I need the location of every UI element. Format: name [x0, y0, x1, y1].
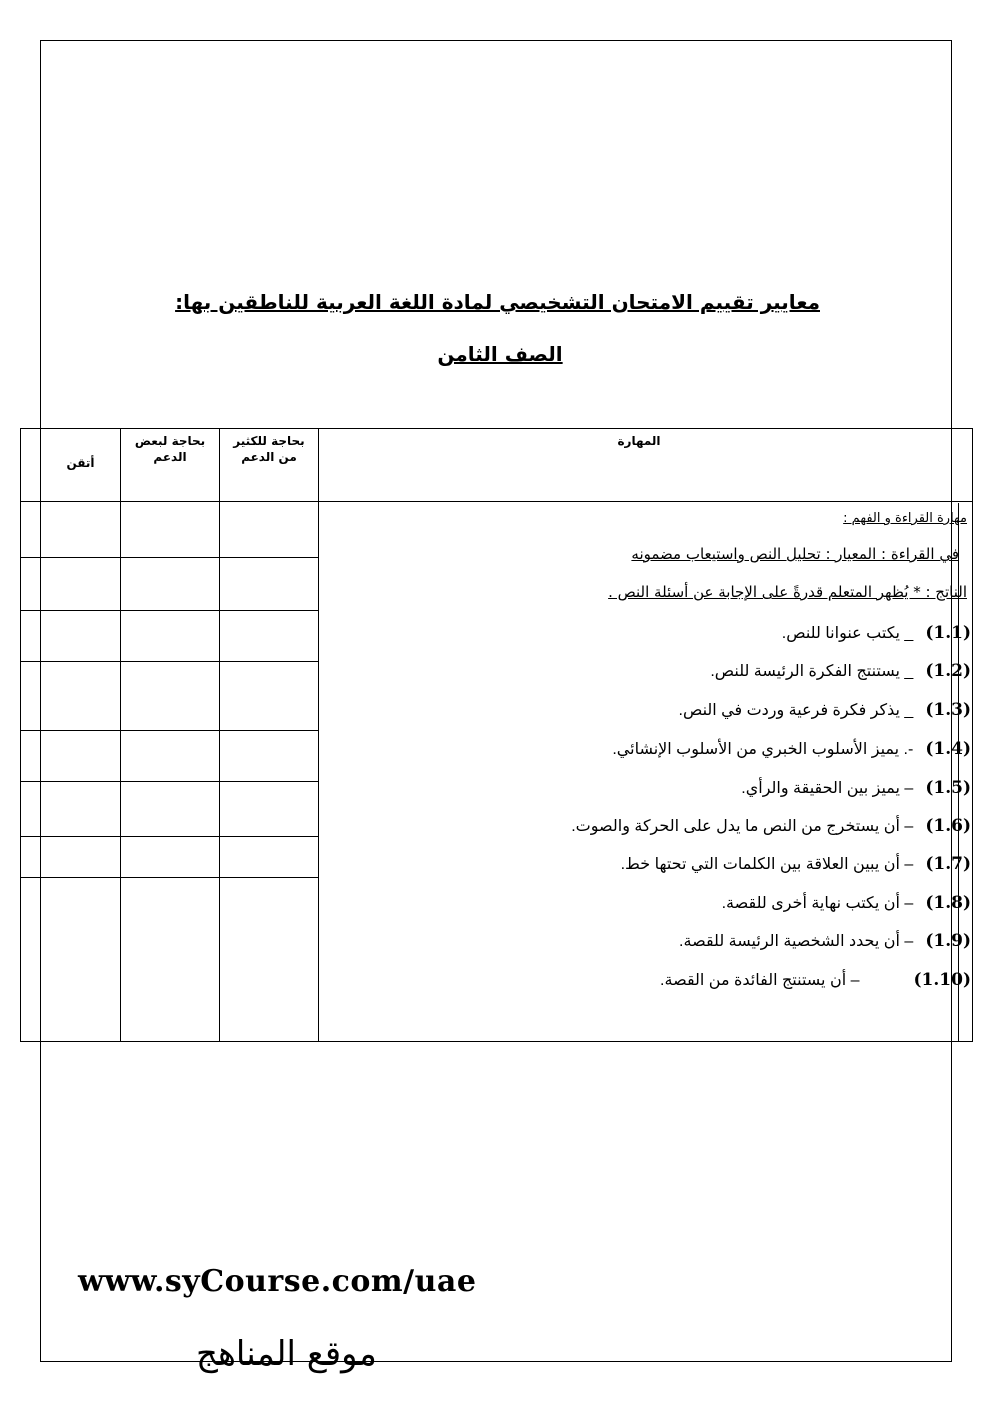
skills-column	[341, 429, 981, 1041]
evaluation-table	[20, 428, 973, 1042]
list-item: (1.8) – أن يكتب نهاية أخرى للقصة.	[721, 893, 971, 913]
row-divider	[21, 661, 318, 662]
row-divider	[21, 557, 318, 558]
column-divider	[40, 429, 41, 1041]
list-item: (1.7) – أن يبين العلاقة بين الكلمات التي تحتها خط.	[620, 854, 971, 874]
list-item: (1.2) _ يستنتج الفكرة الرئيسة للنص.	[710, 661, 971, 681]
list-item: (1.5) – يميز بين الحقيقة والرأي.	[741, 778, 971, 798]
row-divider	[21, 836, 318, 837]
list-item: (1.1) _ يكتب عنوانا للنص.	[781, 623, 971, 643]
row-divider	[21, 781, 318, 782]
list-item: (1.9) – أن يحدد الشخصية الرئيسة للقصة.	[679, 931, 971, 951]
criterion-line: في القراءة : المعيار : تحليل النص واستيعاب مضمونه	[631, 545, 959, 563]
col-header-mastered: أتقن	[66, 456, 95, 470]
footer-site-name: موقع المناهج	[196, 1334, 377, 1374]
col-header-skill: المهارة	[617, 434, 661, 448]
column-divider	[120, 429, 121, 1041]
outcome-line: الناتج : * يُظهر المتعلم قدرةً على الإجابة عن أسئلة النص .	[608, 583, 967, 601]
column-divider	[219, 429, 220, 1041]
list-item: (1.3) _ يذكر فكرة فرعية وردت في النص.	[678, 700, 971, 720]
column-divider	[318, 429, 319, 1041]
col-header-some-support: بحاجة لبعض الدعم	[134, 434, 206, 464]
col-header-much-support: بحاجة للكثير من الدعم	[233, 434, 305, 464]
skill-section-title: مهارة القراءة و الفهم :	[843, 511, 967, 526]
row-divider	[21, 730, 318, 731]
row-divider	[21, 610, 318, 611]
grade-subtitle: الصف الثامن	[437, 342, 563, 366]
list-item: (1.4) -. يميز الأسلوب الخبري من الأسلوب الإنشائي.	[612, 739, 971, 759]
row-divider	[21, 877, 318, 878]
list-item: (1.10) – أن يستنتج الفائدة من القصة.	[660, 970, 971, 990]
page-title: معايير تقييم الامتحان التشخيصي لمادة اللغة العربية للناطقين بها:	[175, 290, 820, 314]
footer-url: www.syCourse.com/uae	[78, 1264, 477, 1299]
list-item: (1.6) – أن يستخرج من النص ما يدل على الحركة والصوت.	[571, 816, 971, 836]
